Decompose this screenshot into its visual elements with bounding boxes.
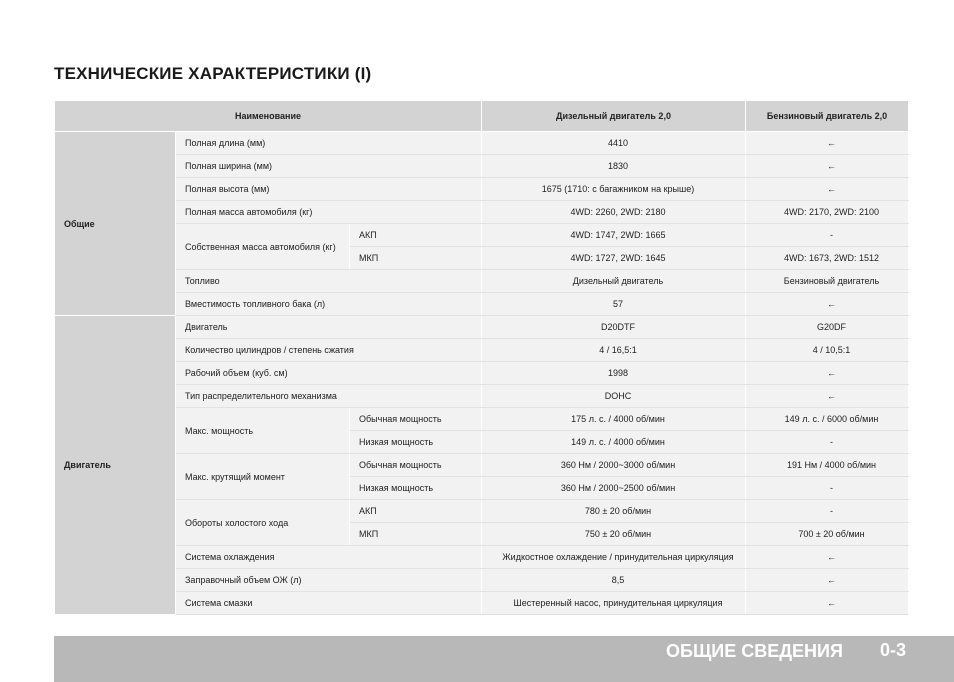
- table-row: [55, 270, 909, 293]
- sub-param-cell: АКП: [350, 224, 482, 247]
- diesel-cell: Шестеренный насос, принудительная циркуляция: [482, 592, 746, 615]
- param-cell: Макс. мощность: [176, 408, 350, 454]
- table-row: [55, 224, 909, 247]
- table-row: [55, 293, 909, 316]
- footer-bar: [54, 636, 954, 682]
- petrol-cell: ←: [746, 546, 909, 569]
- group-engine: Двигатель: [55, 316, 176, 615]
- diesel-cell: 175 л. с. / 4000 об/мин: [482, 408, 746, 431]
- param-cell: Рабочий объем (куб. см): [176, 362, 482, 385]
- header-diesel: Дизельный двигатель 2,0: [482, 101, 746, 132]
- table-row: [55, 132, 909, 155]
- petrol-cell: -: [746, 477, 909, 500]
- petrol-cell: 700 ± 20 об/мин: [746, 523, 909, 546]
- diesel-cell: 360 Нм / 2000~2500 об/мин: [482, 477, 746, 500]
- header-petrol: Бензиновый двигатель 2,0: [746, 101, 909, 132]
- petrol-cell: ←: [746, 592, 909, 615]
- petrol-cell: 149 л. с. / 6000 об/мин: [746, 408, 909, 431]
- petrol-cell: ←: [746, 178, 909, 201]
- petrol-cell: -: [746, 224, 909, 247]
- table-row: [55, 362, 909, 385]
- param-cell: Двигатель: [176, 316, 482, 339]
- diesel-cell: Жидкостное охлаждение / принудительная циркуляция: [482, 546, 746, 569]
- petrol-cell: -: [746, 431, 909, 454]
- param-cell: Количество цилиндров / степень сжатия: [176, 339, 482, 362]
- sub-param-cell: Низкая мощность: [350, 477, 482, 500]
- param-cell: Полная высота (мм): [176, 178, 482, 201]
- param-cell: Полная ширина (мм): [176, 155, 482, 178]
- param-cell: Система охлаждения: [176, 546, 482, 569]
- sub-param-cell: Обычная мощность: [350, 454, 482, 477]
- diesel-cell: 149 л. с. / 4000 об/мин: [482, 431, 746, 454]
- petrol-cell: ←: [746, 293, 909, 316]
- param-cell: Топливо: [176, 270, 482, 293]
- petrol-cell: -: [746, 500, 909, 523]
- diesel-cell: 360 Нм / 2000~3000 об/мин: [482, 454, 746, 477]
- sub-param-cell: МКП: [350, 523, 482, 546]
- sub-param-cell: МКП: [350, 247, 482, 270]
- petrol-cell: Бензиновый двигатель: [746, 270, 909, 293]
- footer-section-title: ОБЩИЕ СВЕДЕНИЯ: [666, 641, 843, 661]
- diesel-cell: 4410: [482, 132, 746, 155]
- sub-param-cell: АКП: [350, 500, 482, 523]
- diesel-cell: 1675 (1710: с багажником на крыше): [482, 178, 746, 201]
- petrol-cell: 4WD: 2170, 2WD: 2100: [746, 201, 909, 224]
- param-cell: Заправочный объем ОЖ (л): [176, 569, 482, 592]
- diesel-cell: 1998: [482, 362, 746, 385]
- param-cell: Тип распределительного механизма: [176, 385, 482, 408]
- table-row: [55, 201, 909, 224]
- header-name: Наименование: [55, 101, 482, 132]
- table-row: [55, 155, 909, 178]
- petrol-cell: 4 / 10,5:1: [746, 339, 909, 362]
- table-row: [55, 316, 909, 339]
- petrol-cell: ←: [746, 155, 909, 178]
- group-general: Общие: [55, 132, 176, 316]
- table-row: [55, 385, 909, 408]
- diesel-cell: D20DTF: [482, 316, 746, 339]
- sub-param-cell: Низкая мощность: [350, 431, 482, 454]
- table-row: [55, 178, 909, 201]
- diesel-cell: 4WD: 2260, 2WD: 2180: [482, 201, 746, 224]
- table-row: [55, 500, 909, 523]
- diesel-cell: 780 ± 20 об/мин: [482, 500, 746, 523]
- petrol-cell: ←: [746, 132, 909, 155]
- param-cell: Система смазки: [176, 592, 482, 615]
- table-row: [55, 339, 909, 362]
- param-cell: Вместимость топливного бака (л): [176, 293, 482, 316]
- param-cell: Обороты холостого хода: [176, 500, 350, 546]
- param-cell: Полная масса автомобиля (кг): [176, 201, 482, 224]
- diesel-cell: 1830: [482, 155, 746, 178]
- sub-param-cell: Обычная мощность: [350, 408, 482, 431]
- diesel-cell: DOHC: [482, 385, 746, 408]
- param-cell: Макс. крутящий момент: [176, 454, 350, 500]
- table-row: [55, 569, 909, 592]
- table-row: [55, 408, 909, 431]
- petrol-cell: ←: [746, 385, 909, 408]
- diesel-cell: Дизельный двигатель: [482, 270, 746, 293]
- table-row: [55, 454, 909, 477]
- spec-table: [54, 100, 909, 615]
- petrol-cell: 4WD: 1673, 2WD: 1512: [746, 247, 909, 270]
- diesel-cell: 4 / 16,5:1: [482, 339, 746, 362]
- param-cell: Полная длина (мм): [176, 132, 482, 155]
- diesel-cell: 4WD: 1727, 2WD: 1645: [482, 247, 746, 270]
- param-cell: Собственная масса автомобиля (кг): [176, 224, 350, 270]
- table-header-row: [55, 101, 909, 132]
- page-title: ТЕХНИЧЕСКИЕ ХАРАКТЕРИСТИКИ (I): [54, 64, 372, 83]
- petrol-cell: 191 Нм / 4000 об/мин: [746, 454, 909, 477]
- page-number: 0-3: [880, 640, 907, 660]
- petrol-cell: ←: [746, 362, 909, 385]
- diesel-cell: 8,5: [482, 569, 746, 592]
- petrol-cell: G20DF: [746, 316, 909, 339]
- diesel-cell: 750 ± 20 об/мин: [482, 523, 746, 546]
- table-row: [55, 592, 909, 615]
- diesel-cell: 4WD: 1747, 2WD: 1665: [482, 224, 746, 247]
- diesel-cell: 57: [482, 293, 746, 316]
- petrol-cell: ←: [746, 569, 909, 592]
- table-row: [55, 546, 909, 569]
